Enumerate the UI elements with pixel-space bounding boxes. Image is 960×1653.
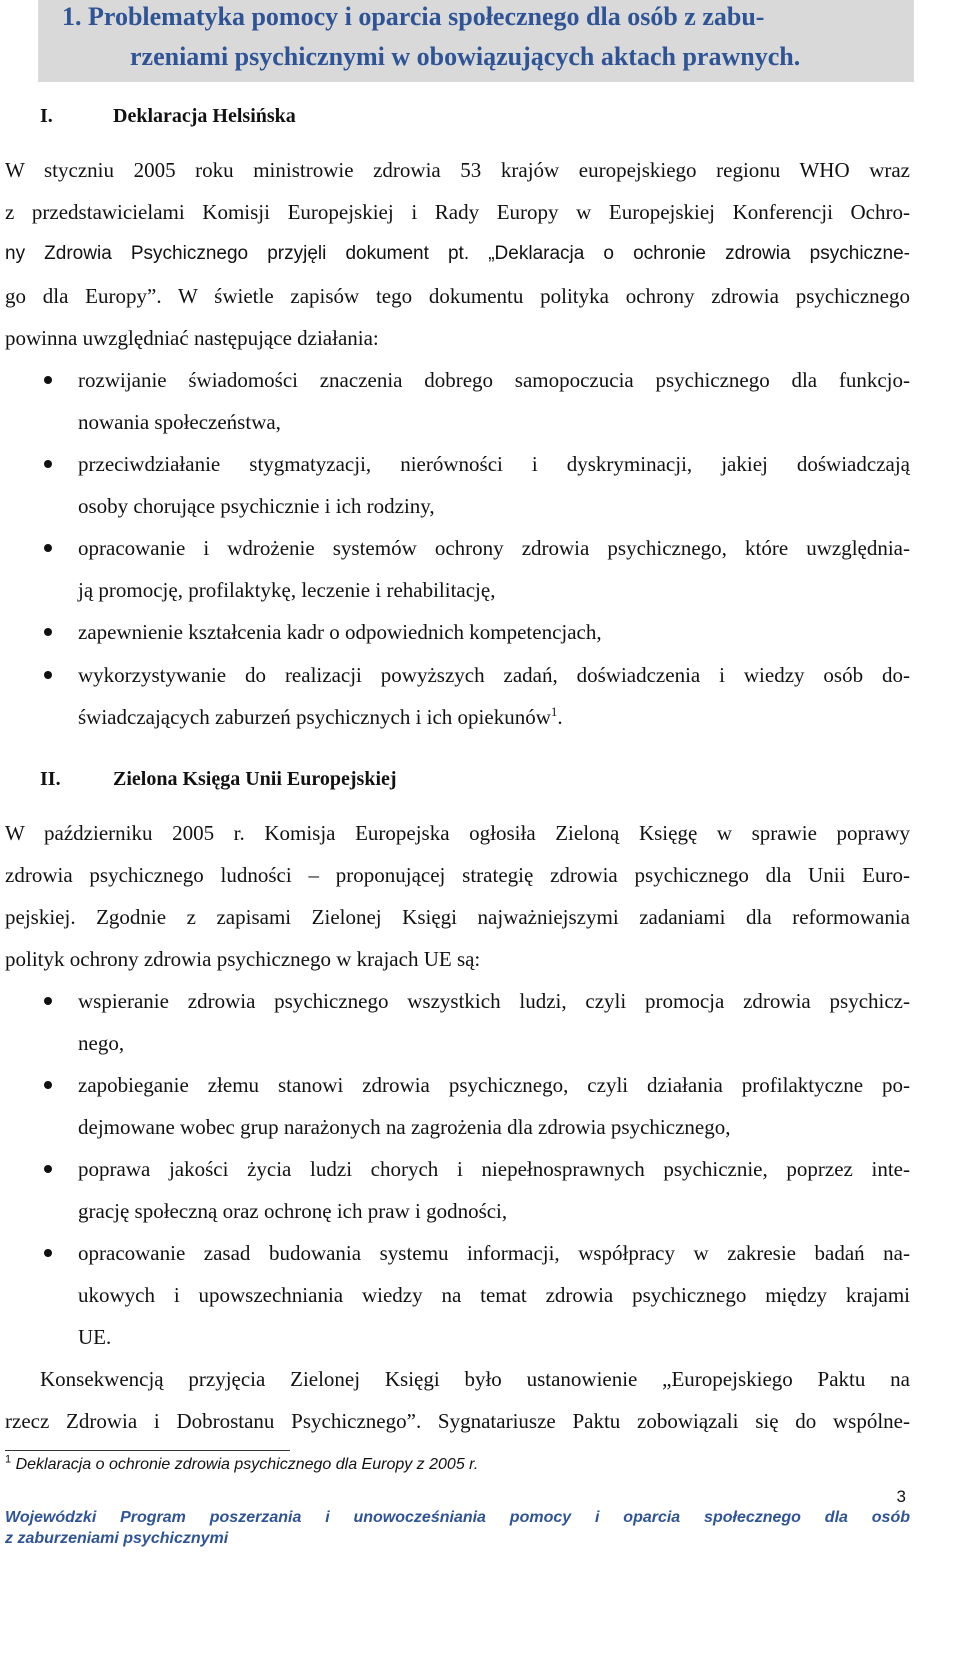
bullet-dot [44,997,52,1005]
s1-para-line: ny Zdrowia Psychicznego przyjęli dokument pt. „Deklaracja o ochronie zdrowia psychiczne- [5,243,910,264]
s1-bullet-5-text: świadczających zaburzeń psychicznych i ich opiekunów [78,705,551,729]
section-1-number: I. [40,105,53,127]
chapter-heading-line-1: 1. Problematyka pomocy i oparcia społecznego dla osób z zabu- [62,2,765,31]
s2-para-line: pejskiej. Zgodnie z zapisami Zielonej Księgi najważniejszymi zadaniami dla reformowania [5,905,910,929]
page-number: 3 [896,1487,906,1506]
footnote-text: Deklaracja o ochronie zdrowia psychicznego dla Europy z 2005 r. [15,1456,479,1473]
bullet-dot [44,671,52,679]
section-2-title: Zielona Księga Unii Europejskiej [113,768,397,790]
bullet-dot [44,460,52,468]
s2-bullet-4-line-3: UE. [78,1325,112,1349]
chapter-heading-line-2: rzeniami psychicznymi w obowiązujących aktach prawnych. [130,42,801,71]
bullet-dot [44,376,52,384]
chapter-heading [38,0,914,82]
s2-bullet-2-line-1: zapobieganie złemu stanowi zdrowia psychicznego, czyli działania profilaktyczne po- [78,1073,910,1097]
s1-bullet-1-line-1: rozwijanie świadomości znaczenia dobrego samopoczucia psychicznego dla funkcjo- [78,368,910,392]
s2-bullet-4-line-2: ukowych i upowszechniania wiedzy na temat zdrowia psychicznego między krajami [78,1283,910,1307]
s2-bullet-3-line-1: poprawa jakości życia ludzi chorych i niepełnosprawnych psychicznie, poprzez inte- [78,1157,910,1181]
s1-para-line: z przedstawicielami Komisji Europejskiej i Rady Europy w Europejskiej Konferencji Ochro- [5,200,910,224]
footer-line-1: Wojewódzki Program poszerzania i unowocześniania pomocy i oparcia społecznego dla osób [5,1509,910,1526]
bullet-dot [44,628,52,636]
s1-bullet-5-line-1: wykorzystywanie do realizacji powyższych zadań, doświadczenia i wiedzy osób do- [78,663,910,687]
s2-bullet-3-line-2: grację społeczną oraz ochronę ich praw i godności, [78,1199,508,1223]
bullet-dot [44,1165,52,1173]
s1-bullet-4-line-1: zapewnienie kształcenia kadr o odpowiednich kompetencjach, [78,620,602,644]
s2-bullet-1-line-1: wspieranie zdrowia psychicznego wszystkich ludzi, czyli promocja zdrowia psychicz- [78,989,910,1013]
bullet-dot [44,544,52,552]
s1-bullet-5-line-2 [78,696,910,738]
s1-para-line: powinna uwzględniać następujące działania: [5,326,379,350]
closing-para-line: Konsekwencją przyjęcia Zielonej Księgi było ustanowienie „Europejskiego Paktu na [40,1367,910,1391]
s1-para-line: go dla Europy”. W świetle zapisów tego dokumentu polityka ochrony zdrowia psychicznego [5,284,910,308]
s1-bullet-3-line-2: ją promocję, profilaktykę, leczenie i rehabilitację, [78,578,496,602]
s2-para-line: W październiku 2005 r. Komisja Europejska ogłosiła Zieloną Księgę w sprawie poprawy [5,821,910,845]
s1-para-line: W styczniu 2005 roku ministrowie zdrowia 53 krajów europejskiego regionu WHO wraz [5,158,910,182]
section-2-number: II. [40,768,61,790]
s2-bullet-2-line-2: dejmowane wobec grup narażonych na zagrożenia dla zdrowia psychicznego, [78,1115,731,1139]
s2-bullet-1-line-2: nego, [78,1031,125,1055]
footer-line-2: z zaburzeniami psychicznymi [5,1530,229,1547]
s1-bullet-2-line-1: przeciwdziałanie stygmatyzacji, nierówności i dyskryminacji, jakiej doświadczają [78,452,910,476]
section-1-title: Deklaracja Helsińska [113,105,296,127]
bullet-dot [44,1249,52,1257]
footnote-separator [5,1450,290,1451]
footnote-number: 1 [5,1453,12,1466]
s1-bullet-5-period: . [557,705,563,729]
footnote-reference: 1 [550,704,558,719]
s1-bullet-2-line-2: osoby chorujące psychicznie i ich rodziny, [78,494,435,518]
s2-bullet-4-line-1: opracowanie zasad budowania systemu informacji, współpracy w zakresie badań na- [78,1241,910,1265]
s1-bullet-1-line-2: nowania społeczeństwa, [78,410,281,434]
s2-para-line: zdrowia psychicznego ludności – proponującej strategię zdrowia psychicznego dla Unii Euro- [5,863,910,887]
s1-bullet-3-line-1: opracowanie i wdrożenie systemów ochrony zdrowia psychicznego, które uwzględnia- [78,536,910,560]
bullet-dot [44,1081,52,1089]
footnote [5,1453,479,1474]
closing-para-line: rzecz Zdrowia i Dobrostanu Psychicznego”. Sygnatariusze Paktu zobowiązali się do wspólne- [5,1409,910,1433]
s2-para-line: polityk ochrony zdrowia psychicznego w krajach UE są: [5,947,481,971]
